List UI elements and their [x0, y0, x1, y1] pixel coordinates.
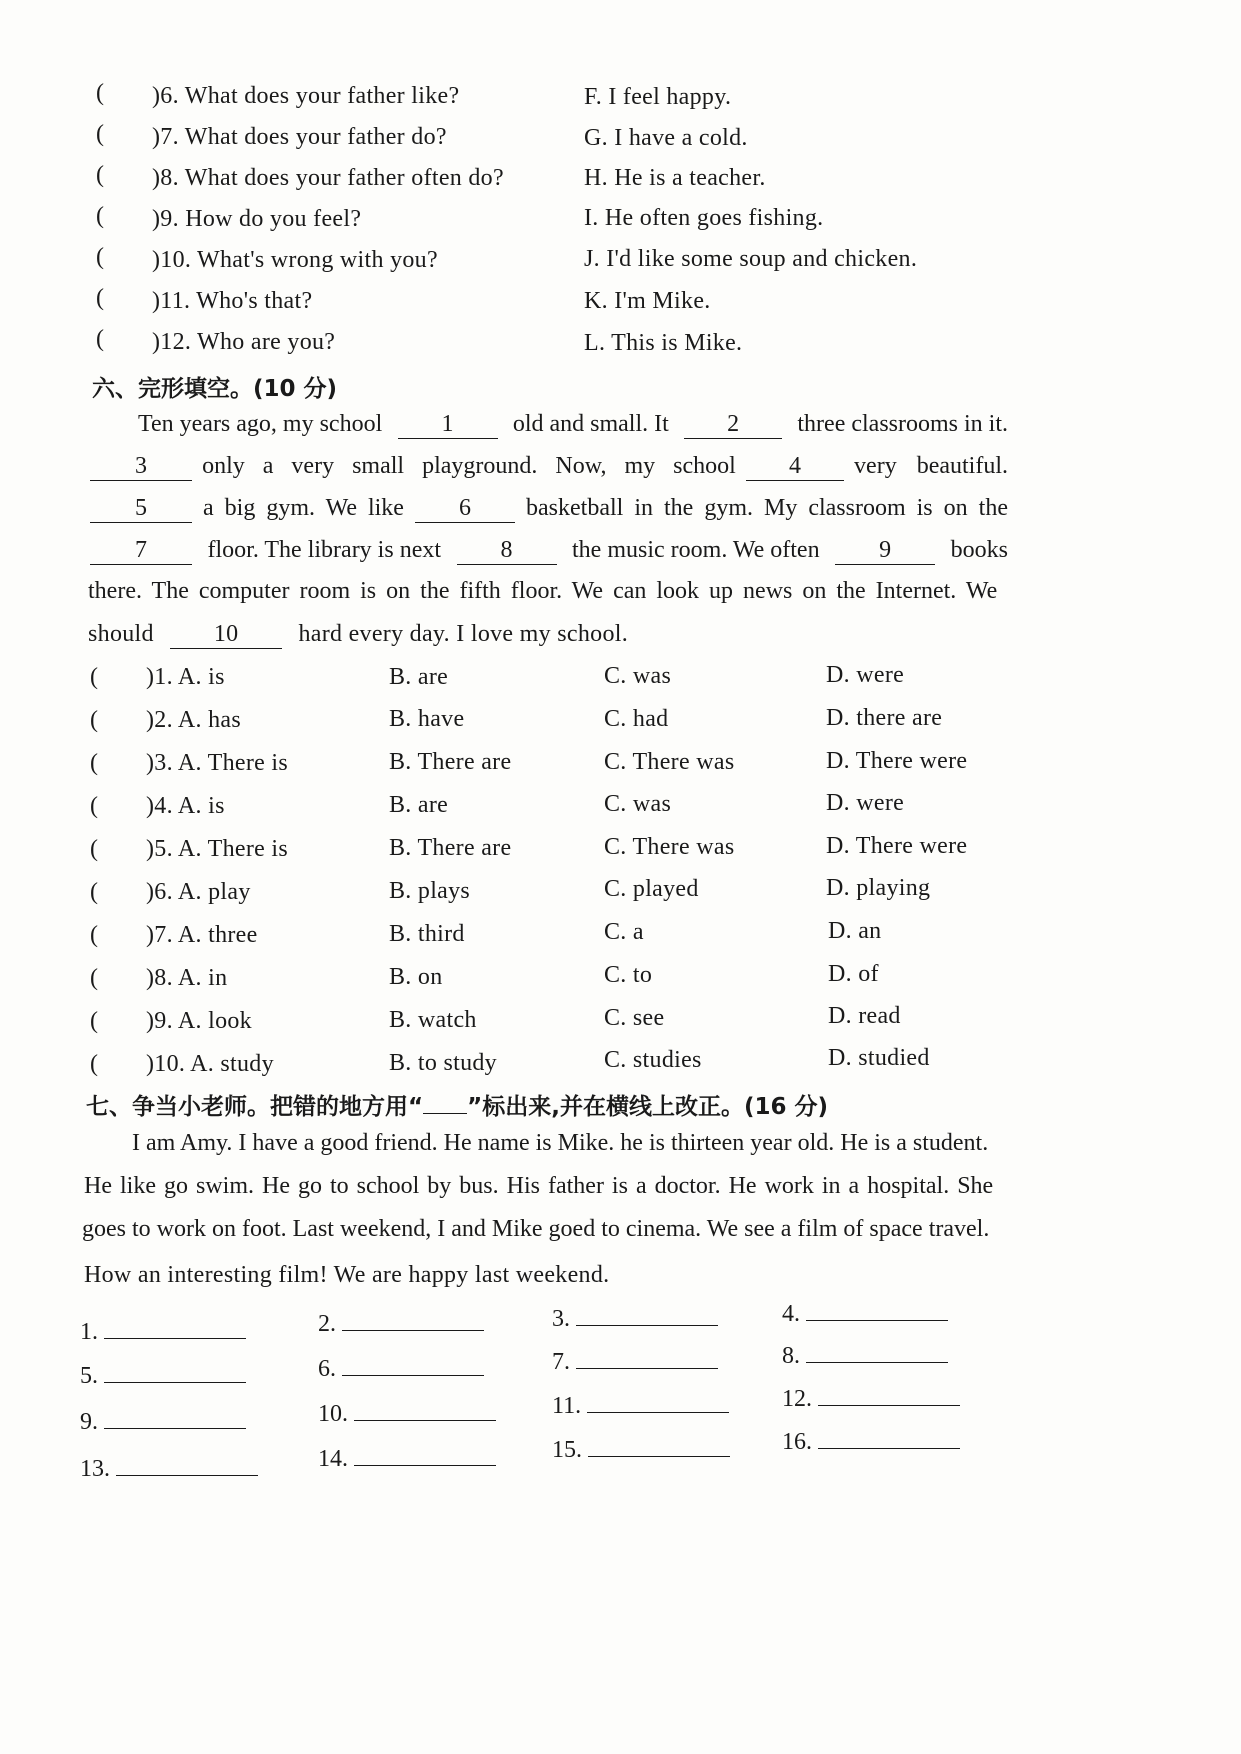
passage-text: books: [950, 537, 1008, 563]
answer-slot[interactable]: [552, 1392, 729, 1420]
option-d: D. of: [828, 961, 879, 987]
option-c: C. was: [604, 663, 672, 689]
option-b: B. third: [389, 921, 465, 947]
answer-number: 13.: [80, 1456, 110, 1482]
option-d: D. There were: [826, 748, 968, 774]
answer-paren[interactable]: (: [90, 707, 98, 733]
passage-text: only a very small playground. Now, my school: [202, 453, 736, 479]
answer-number: 3.: [552, 1306, 570, 1332]
answer-paren[interactable]: (: [90, 922, 98, 948]
option-b: B. on: [389, 964, 443, 990]
answer-number: 9.: [80, 1409, 98, 1435]
answer-line[interactable]: [342, 1310, 484, 1331]
answer-line[interactable]: [104, 1318, 246, 1339]
matching-answer: L. This is Mike.: [584, 330, 743, 356]
answer-slot[interactable]: [552, 1436, 730, 1464]
option-c: C. There was: [604, 749, 735, 775]
passage-text: very beautiful.: [854, 453, 1008, 479]
passage-text: Ten years ago, my school: [138, 411, 383, 437]
passage-line: [88, 620, 628, 649]
matching-answer: J. I'd like some soup and chicken.: [584, 246, 918, 272]
option-a: )8. A. in: [146, 965, 228, 991]
matching-question: )9. How do you feel?: [152, 206, 362, 232]
option-a: )1. A. is: [146, 664, 225, 690]
option-b: B. plays: [389, 878, 471, 904]
answer-number: 8.: [782, 1343, 800, 1369]
passage-text: the music room. We often: [572, 537, 820, 563]
passage-text: a big gym. We like: [203, 495, 404, 521]
matching-answer: G. I have a cold.: [584, 125, 748, 151]
passage-line: [90, 494, 1008, 523]
matching-question: )6. What does your father like?: [152, 83, 460, 109]
answer-number: 2.: [318, 1311, 336, 1337]
option-a: )9. A. look: [146, 1008, 252, 1034]
passage-line: [90, 452, 1008, 481]
answer-line[interactable]: [818, 1428, 960, 1449]
answer-paren[interactable]: (: [96, 80, 104, 106]
matching-question: )8. What does your father often do?: [152, 165, 504, 191]
passage-line: [88, 578, 1010, 605]
passage-text: He like go swim. He go to school by bus. His father is a doctor. He work in a hospital. She: [84, 1173, 994, 1199]
answer-slot[interactable]: [552, 1305, 718, 1333]
passage-line: [84, 1173, 1014, 1200]
option-d: D. there are: [826, 705, 943, 731]
answer-number: 7.: [552, 1349, 570, 1375]
option-c: C. to: [604, 962, 653, 988]
answer-line[interactable]: [576, 1305, 718, 1326]
answer-paren[interactable]: (: [90, 664, 98, 690]
option-c: C. played: [604, 876, 699, 902]
answer-number: 14.: [318, 1446, 348, 1472]
cloze-blank[interactable]: 5: [90, 494, 192, 523]
answer-number: 4.: [782, 1301, 800, 1327]
option-a: )10. A. study: [146, 1051, 274, 1077]
answer-paren[interactable]: (: [96, 203, 104, 229]
answer-paren[interactable]: (: [96, 244, 104, 270]
passage-text: hard every day. I love my school.: [298, 621, 629, 647]
passage-line: [132, 1130, 1012, 1157]
passage-text: should: [88, 621, 154, 647]
option-b: B. There are: [389, 835, 512, 861]
answer-slot[interactable]: [782, 1428, 960, 1456]
option-c: C. had: [604, 706, 669, 732]
passage-text: old and small. It: [512, 411, 669, 437]
matching-question: )10. What's wrong with you?: [152, 247, 438, 273]
answer-paren[interactable]: (: [96, 285, 104, 311]
matching-question: )7. What does your father do?: [152, 124, 447, 150]
answer-line[interactable]: [806, 1300, 948, 1321]
answer-slot[interactable]: [782, 1300, 948, 1328]
answer-paren[interactable]: (: [90, 793, 98, 819]
option-a: )6. A. play: [146, 879, 251, 905]
answer-slot[interactable]: [318, 1355, 484, 1383]
option-d: D. were: [826, 790, 905, 816]
answer-line[interactable]: [104, 1362, 246, 1383]
cloze-blank[interactable]: 8: [457, 536, 557, 565]
passage-text: I am Amy. I have a good friend. He name is Mike. he is thirteen year old. He is a student.: [132, 1130, 989, 1156]
matching-answer: I. He often goes fishing.: [584, 205, 824, 231]
answer-number: 5.: [80, 1363, 98, 1389]
answer-line[interactable]: [116, 1455, 258, 1476]
section6-title: 六、完形填空。(10 分): [92, 376, 338, 402]
matching-question: )11. Who's that?: [152, 288, 313, 314]
answer-slot[interactable]: [80, 1318, 246, 1346]
answer-slot[interactable]: [318, 1310, 484, 1338]
answer-line[interactable]: [576, 1348, 718, 1369]
answer-paren[interactable]: (: [90, 879, 98, 905]
matching-question: )12. Who are you?: [152, 329, 336, 355]
answer-slot[interactable]: [318, 1445, 496, 1473]
option-c: C. was: [604, 791, 672, 817]
option-b: B. have: [389, 706, 465, 732]
answer-number: 10.: [318, 1401, 348, 1427]
answer-paren[interactable]: (: [90, 1051, 98, 1077]
answer-number: 15.: [552, 1437, 582, 1463]
answer-paren[interactable]: (: [90, 750, 98, 776]
answer-line[interactable]: [342, 1355, 484, 1376]
option-b: B. to study: [389, 1050, 497, 1076]
passage-line: [138, 410, 1008, 439]
option-d: D. There were: [826, 833, 968, 859]
passage-line: [84, 1262, 609, 1289]
cloze-blank[interactable]: 3: [90, 452, 192, 481]
matching-answer: K. I'm Mike.: [584, 288, 711, 314]
cloze-blank[interactable]: 4: [746, 452, 844, 481]
answer-line[interactable]: [806, 1342, 948, 1363]
answer-slot[interactable]: [80, 1455, 258, 1483]
cloze-blank[interactable]: 2: [684, 410, 782, 439]
option-d: D. were: [826, 662, 905, 688]
answer-paren[interactable]: (: [96, 121, 104, 147]
section7-title-pre: 七、争当小老师。把错的地方用“: [86, 1094, 424, 1120]
passage-text: three classrooms in it.: [797, 411, 1008, 437]
answer-slot[interactable]: [80, 1408, 246, 1436]
passage-line: [82, 1216, 1014, 1243]
passage-line: [90, 536, 1008, 565]
option-d: D. read: [828, 1003, 901, 1029]
answer-line[interactable]: [354, 1445, 496, 1466]
option-b: B. There are: [389, 749, 512, 775]
cloze-blank[interactable]: 1: [398, 410, 498, 439]
matching-answer: H. He is a teacher.: [584, 165, 766, 191]
passage-text: goes to work on foot. Last weekend, I and Mike goed to cinema. We see a film of space travel.: [82, 1216, 990, 1242]
option-a: )3. A. There is: [146, 750, 289, 776]
answer-number: 16.: [782, 1429, 812, 1455]
section7-title-post: ”标出来,并在横线上改正。(16 分): [467, 1094, 829, 1120]
passage-text: floor. The library is next: [207, 537, 442, 563]
cloze-blank[interactable]: 9: [835, 536, 935, 565]
option-c: C. see: [604, 1005, 665, 1031]
underline-sample: [423, 1095, 467, 1114]
option-d: D. studied: [828, 1045, 930, 1071]
answer-number: 12.: [782, 1386, 812, 1412]
answer-paren[interactable]: (: [90, 836, 98, 862]
answer-slot[interactable]: [318, 1400, 496, 1428]
option-a: )4. A. is: [146, 793, 225, 819]
option-c: C. studies: [604, 1047, 702, 1073]
answer-slot[interactable]: [552, 1348, 718, 1376]
option-b: B. are: [389, 792, 449, 818]
passage-text: basketball in the gym. My classroom is on the: [526, 495, 1008, 521]
answer-line[interactable]: [104, 1408, 246, 1429]
section7-title: [86, 1088, 828, 1121]
answer-number: 11.: [552, 1393, 582, 1419]
matching-answer: F. I feel happy.: [584, 84, 732, 110]
option-c: C. a: [604, 919, 644, 945]
option-d: D. an: [828, 918, 882, 944]
option-b: B. watch: [389, 1007, 477, 1033]
answer-paren[interactable]: (: [90, 1008, 98, 1034]
option-a: )5. A. There is: [146, 836, 289, 862]
option-c: C. There was: [604, 834, 735, 860]
cloze-blank[interactable]: 7: [90, 536, 192, 565]
answer-number: 1.: [80, 1319, 98, 1345]
answer-slot[interactable]: [80, 1362, 246, 1390]
option-a: )2. A. has: [146, 707, 241, 733]
answer-paren[interactable]: (: [90, 965, 98, 991]
option-b: B. are: [389, 664, 449, 690]
answer-slot[interactable]: [782, 1385, 960, 1413]
answer-number: 6.: [318, 1356, 336, 1382]
answer-paren[interactable]: (: [96, 326, 104, 352]
cloze-blank[interactable]: 10: [170, 620, 282, 649]
passage-text: How an interesting film! We are happy last weekend.: [84, 1262, 610, 1288]
answer-line[interactable]: [818, 1385, 960, 1406]
option-d: D. playing: [826, 875, 931, 901]
cloze-blank[interactable]: 6: [415, 494, 515, 523]
option-a: )7. A. three: [146, 922, 258, 948]
answer-paren[interactable]: (: [96, 162, 104, 188]
passage-text: there. The computer room is on the fifth floor. We can look up news on the Internet. We: [88, 578, 998, 604]
answer-line[interactable]: [588, 1436, 730, 1457]
answer-line[interactable]: [354, 1400, 496, 1421]
answer-line[interactable]: [587, 1392, 729, 1413]
answer-slot[interactable]: [782, 1342, 948, 1370]
